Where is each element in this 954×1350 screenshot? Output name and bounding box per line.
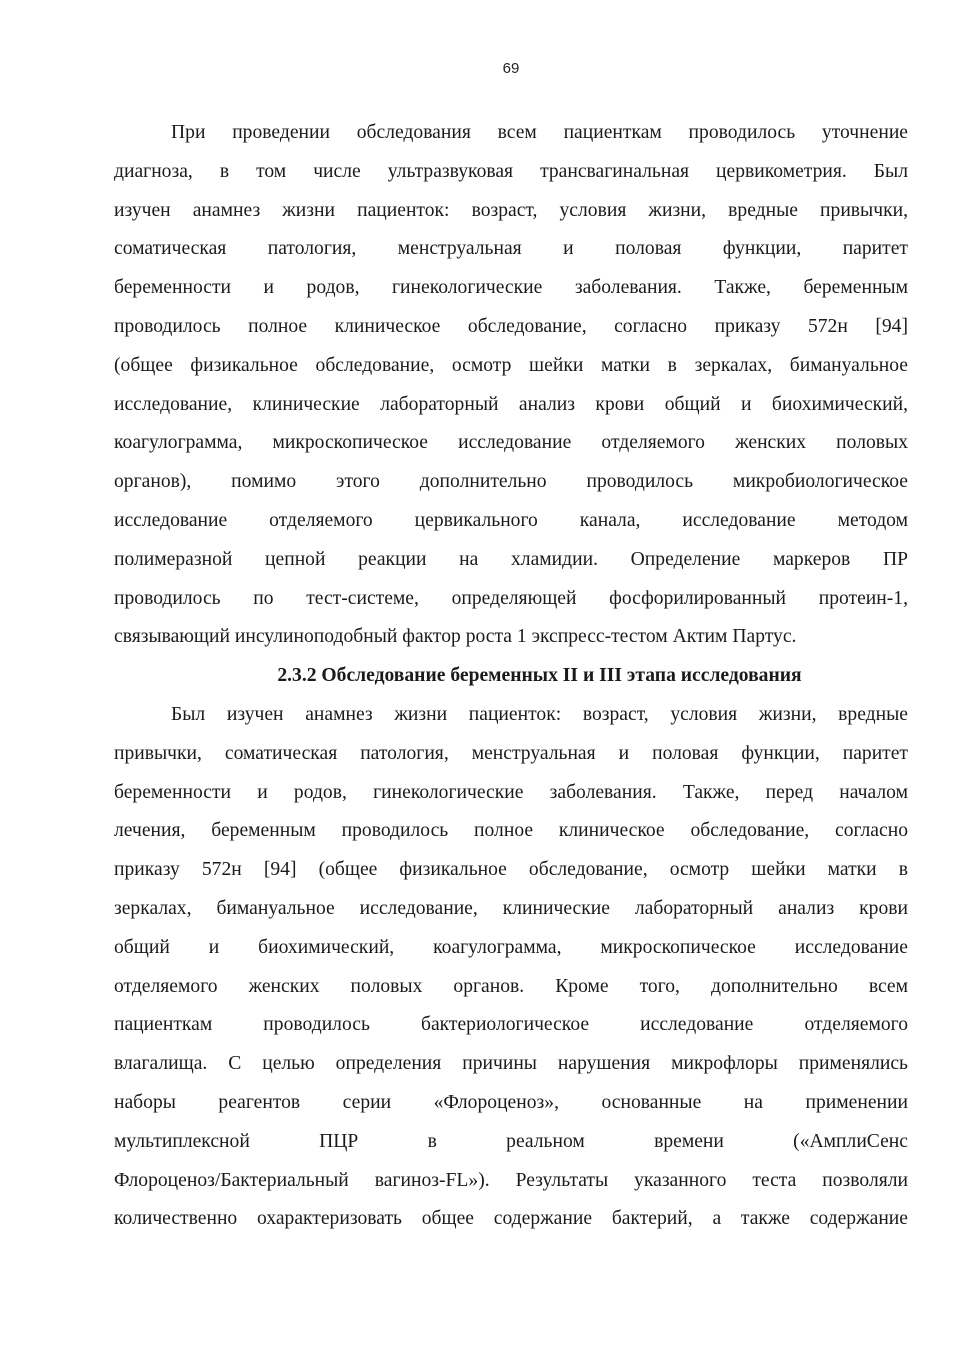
paragraph-line: коагулограмма, микроскопическое исследование отделяемого женских половых (114, 432, 908, 454)
paragraph-line: привычки, соматическая патология, менструальная и половая функции, паритет (114, 742, 908, 764)
paragraph-line: органов), помимо этого дополнительно проводилось микробиологическое (114, 471, 908, 493)
paragraph-line: наборы реагентов серии «Флороценоз», основанные на применении (114, 1091, 908, 1113)
paragraph-line: исследование отделяемого цервикального канала, исследование методом (114, 509, 908, 531)
paragraph-line: пациенткам проводилось бактериологическое исследование отделяемого (114, 1014, 908, 1036)
paragraph-line: приказу 572н [94] (общее физикальное обследование, осмотр шейки матки в (114, 859, 908, 881)
paragraph-2 (114, 696, 908, 1239)
paragraph-line: мультиплексной ПЦР в реальном времени («АмплиСенс (114, 1130, 908, 1152)
section-heading: 2.3.2 Обследование беременных II и III этапа исследования (277, 665, 802, 687)
paragraph-line: беременности и родов, гинекологические заболевания. Также, перед началом (114, 781, 908, 803)
paragraph-line: исследование, клинические лабораторный анализ крови общий и биохимический, (114, 393, 908, 415)
paragraph-line: влагалища. С целью определения причины нарушения микрофлоры применялись (114, 1053, 908, 1075)
page-number: 69 (502, 60, 520, 77)
paragraph-line: (общее физикальное обследование, осмотр шейки матки в зеркалах, бимануальное (114, 354, 908, 376)
paragraph-line: отделяемого женских половых органов. Кроме того, дополнительно всем (114, 975, 908, 997)
paragraph-line: беременности и родов, гинекологические заболевания. Также, беременным (114, 277, 908, 299)
paragraph-line: изучен анамнез жизни пациенток: возраст, условия жизни, вредные привычки, (114, 199, 908, 221)
paragraph-line: диагноза, в том числе ультразвуковая трансвагинальная цервикометрия. Был (114, 160, 908, 182)
paragraph-examination-overview (114, 114, 908, 1239)
paragraph-1 (114, 114, 908, 657)
paragraph-line: лечения, беременным проводилось полное клиническое обследование, согласно (114, 820, 908, 842)
paragraph-line: проводилось полное клиническое обследование, согласно приказу 572н [94] (114, 315, 908, 337)
paragraph-line: связывающий инсулиноподобный фактор роста 1 экспресс-тестом Актим Партус. (114, 626, 797, 648)
paragraph-line: проводилось по тест-системе, определяющей фосфорилированный протеин-1, (114, 587, 908, 609)
paragraph-line: соматическая патология, менструальная и половая функции, паритет (114, 238, 908, 260)
paragraph-line: При проведении обследования всем пациенткам проводилось уточнение (171, 122, 908, 143)
paragraph-line: количественно охарактеризовать общее содержание бактерий, а также содержание (114, 1208, 908, 1230)
paragraph-line: общий и биохимический, коагулограмма, микроскопическое исследование (114, 936, 908, 958)
paragraph-line: Флороценоз/Бактериальный вагиноз-FL»). Результаты указанного теста позволяли (114, 1169, 908, 1191)
paragraph-line: зеркалах, бимануальное исследование, клинические лабораторный анализ крови (114, 897, 908, 919)
paragraph-line: Был изучен анамнез жизни пациенток: возраст, условия жизни, вредные (171, 703, 908, 725)
paragraph-line: полимеразной цепной реакции на хламидии. Определение маркеров ПР (114, 548, 908, 570)
